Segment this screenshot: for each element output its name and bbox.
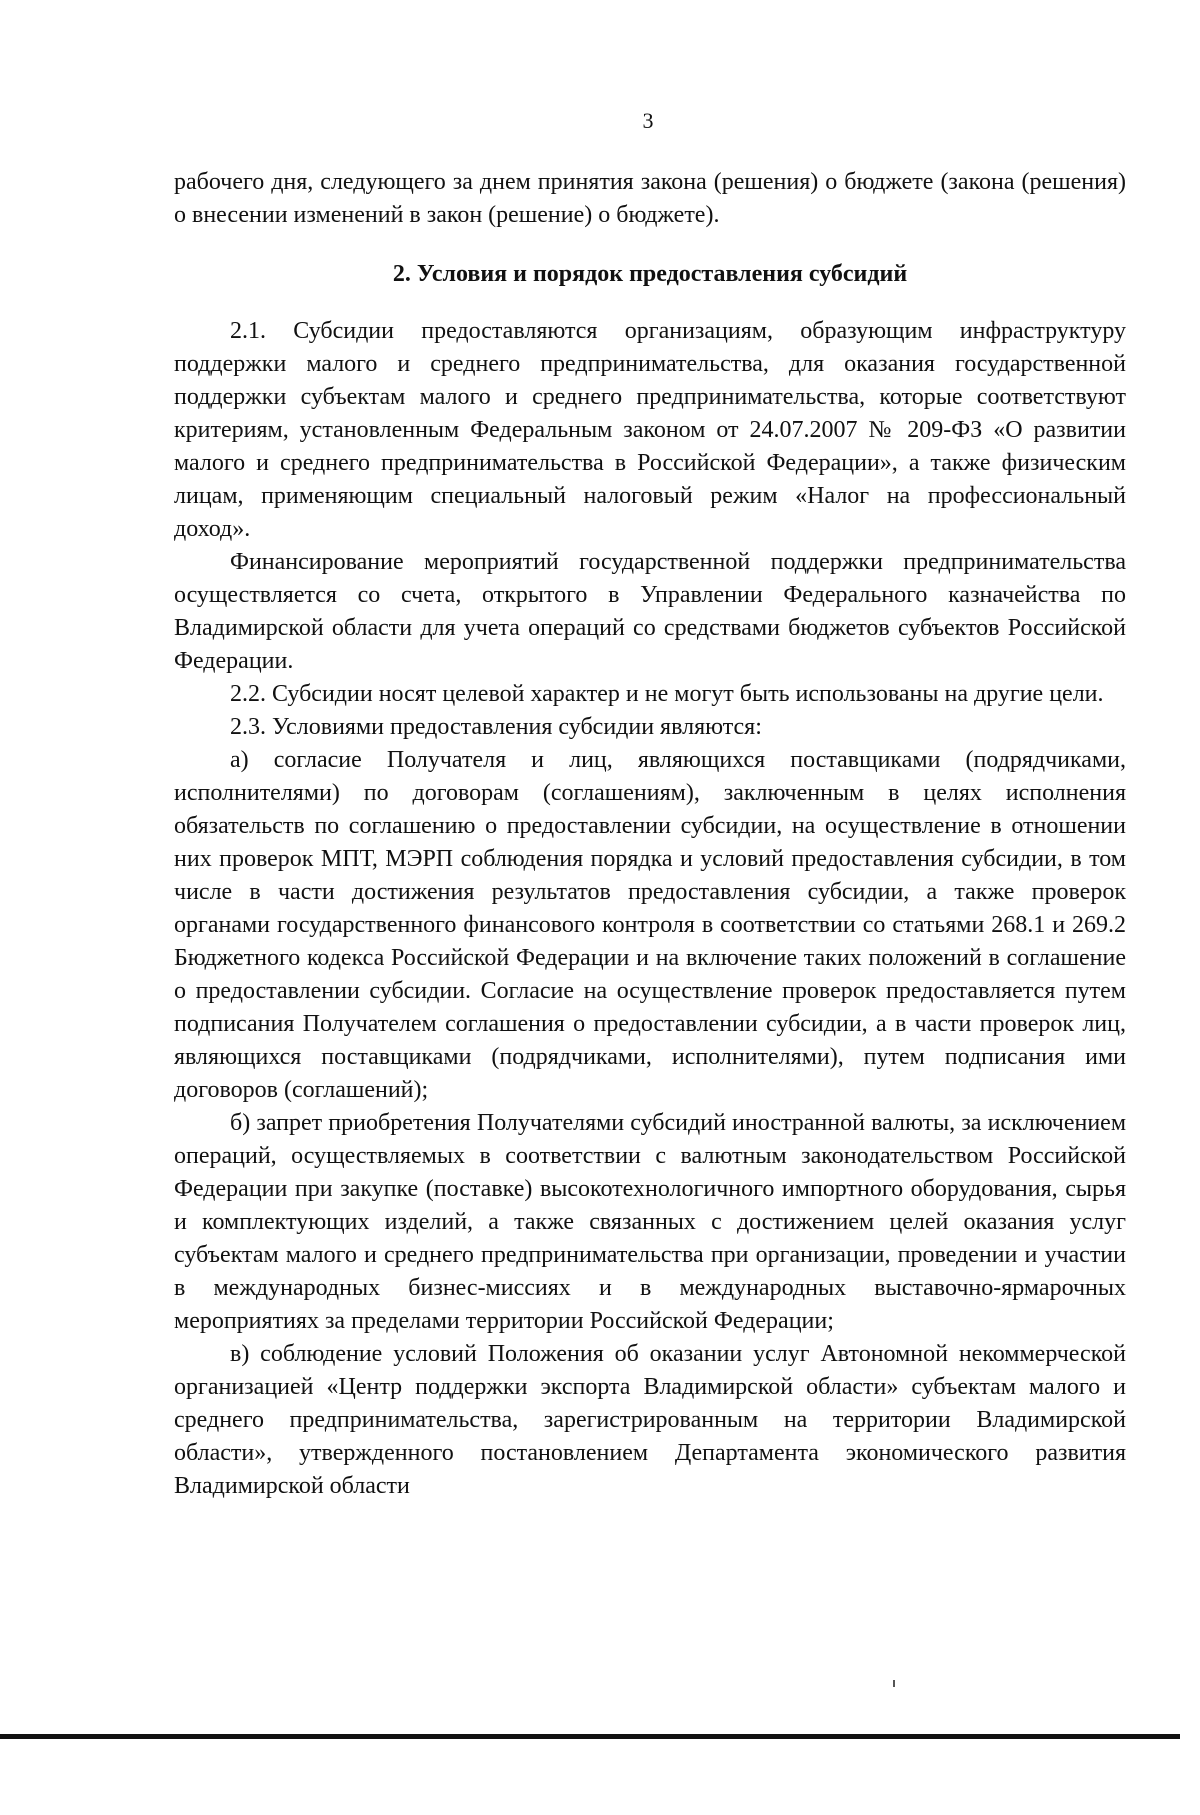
- paragraph-item-a: а) согласие Получателя и лиц, являющихся поставщиками (подрядчиками, исполнителями) по договорам (соглашениям), заключенным в целях исполнения обязательств по соглашению о предоставлении субсидии, на осуществление в отношении них проверок МПТ, МЭРП соблюдения порядка и условий предоставления субсидии, в том числе в части достижения результатов предоставления субсидии, а также проверок органами государственного финансового контроля в соответствии со статьями 268.1 и 269.2 Бюджетного кодекса Российской Федерации и на включение таких положений в соглашение о предоставлении субсидии. Согласие на осуществление проверок предоставляется путем подписания Получателем соглашения о предоставлении субсидии, а в части проверок лиц, являющихся поставщиками (подрядчиками, исполнителями), путем подписания ими договоров (соглашений);: [174, 747, 1126, 1103]
- section-title: 2. Условия и порядок предоставления субсидий: [392, 261, 908, 287]
- paragraph-2-3: 2.3. Условиями предоставления субсидии являются:: [230, 714, 762, 740]
- paragraph-2-2: 2.2. Субсидии носят целевой характер и не могут быть использованы на другие цели.: [230, 681, 1104, 707]
- bottom-rule: [0, 1734, 1180, 1739]
- paragraph-item-b: б) запрет приобретения Получателями субсидий иностранной валюты, за исключением операций, осуществляемых в соответствии с валютным законодательством Российской Федерации при закупке (поставке) высокотехнологичного импортного оборудования, сырья и комплектующих изделий, а также связанных с достижением целей оказания услуг субъектам малого и среднего предпринимательства при организации, проведении и участии в международных бизнес-миссиях и в международных выставочно-ярмарочных мероприятиях за пределами территории Российской Федерации;: [174, 1110, 1126, 1334]
- continuation-paragraph: рабочего дня, следующего за днем принятия закона (решения) о бюджете (закона (решения) о внесении изменений в закон (решение) о бюджете).: [174, 169, 1126, 228]
- paragraph-item-v: в) соблюдение условий Положения об оказании услуг Автономной некоммерческой организацией «Центр поддержки экспорта Владимирской области» субъектам малого и среднего предпринимательства, зарегистрированным на территории Владимирской области», утвержденного постановлением Департамента экономического развития Владимирской области: [174, 1341, 1126, 1499]
- page-number: 3: [642, 108, 654, 133]
- scan-speck: [893, 1680, 895, 1687]
- paragraph-2-1: 2.1. Субсидии предоставляются организациям, образующим инфраструктуру поддержки малого и среднего предпринимательства, для оказания государственной поддержки субъектам малого и среднего предпринимательства, которые соответствуют критериям, установленным Федеральным законом от 24.07.2007 № 209-ФЗ «О развитии малого и среднего предпринимательства в Российской Федерации», а также физическим лицам, применяющим специальный налоговый режим «Налог на профессиональный доход».: [174, 318, 1126, 542]
- document-body: [174, 166, 1126, 1503]
- paragraph-financing: Финансирование мероприятий государственной поддержки предпринимательства осуществляется со счета, открытого в Управлении Федерального казначейства по Владимирской области для учета операций со средствами бюджетов субъектов Российской Федерации.: [174, 549, 1126, 674]
